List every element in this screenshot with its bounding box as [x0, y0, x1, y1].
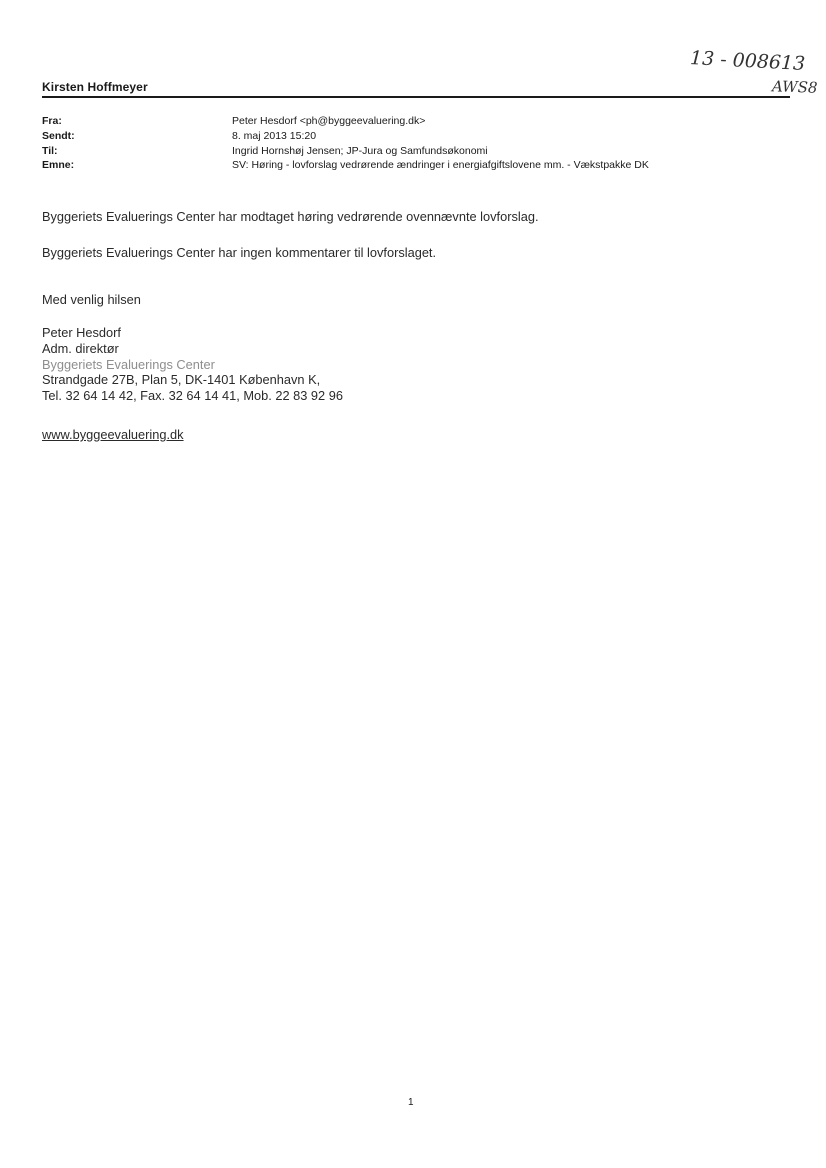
handwritten-initials: AWS8 [771, 77, 818, 97]
email-header [42, 114, 802, 173]
signature-address: Strandgade 27B, Plan 5, DK-1401 København K, [42, 372, 321, 388]
to-value: Ingrid Hornshøj Jensen; JP-Jura og Samfundsøkonomi [232, 144, 488, 157]
header-row-sent [42, 129, 802, 144]
signature-block [42, 325, 343, 404]
sent-label: Sendt: [42, 129, 75, 142]
website-link[interactable]: www.byggeevaluering.dk [42, 427, 184, 442]
signature-company: Byggeriets Evaluerings Center [42, 356, 215, 372]
signature-phones: Tel. 32 64 14 42, Fax. 32 64 14 41, Mob. 22 83 92 96 [42, 388, 343, 404]
sender-name: Kirsten Hoffmeyer [42, 80, 148, 94]
body-paragraph-1: Byggeriets Evaluerings Center har modtaget høring vedrørende ovennævnte lovforslag. [42, 209, 539, 224]
body-paragraph-2: Byggeriets Evaluerings Center har ingen kommentarer til lovforslaget. [42, 245, 437, 260]
sent-value: 8. maj 2013 15:20 [232, 129, 317, 142]
subject-label: Emne: [42, 159, 75, 172]
signature-title: Adm. direktør [42, 340, 119, 356]
to-label: Til: [42, 144, 58, 157]
from-label: Fra: [42, 115, 62, 127]
page-number: 1 [408, 1097, 414, 1108]
header-row-to [42, 144, 802, 159]
header-row-subject [42, 158, 802, 173]
handwritten-case-number: 13 - 008613 [689, 47, 806, 75]
greeting: Med venlig hilsen [42, 292, 141, 307]
header-divider [42, 96, 790, 98]
signature-name: Peter Hesdorf [42, 325, 121, 340]
from-value: Peter Hesdorf <ph@byggeevaluering.dk> [232, 115, 426, 127]
header-row-from [42, 114, 802, 129]
subject-value: SV: Høring - lovforslag vedrørende ændringer i energiafgiftslovene mm. - Vækstpakke DK [232, 159, 649, 172]
